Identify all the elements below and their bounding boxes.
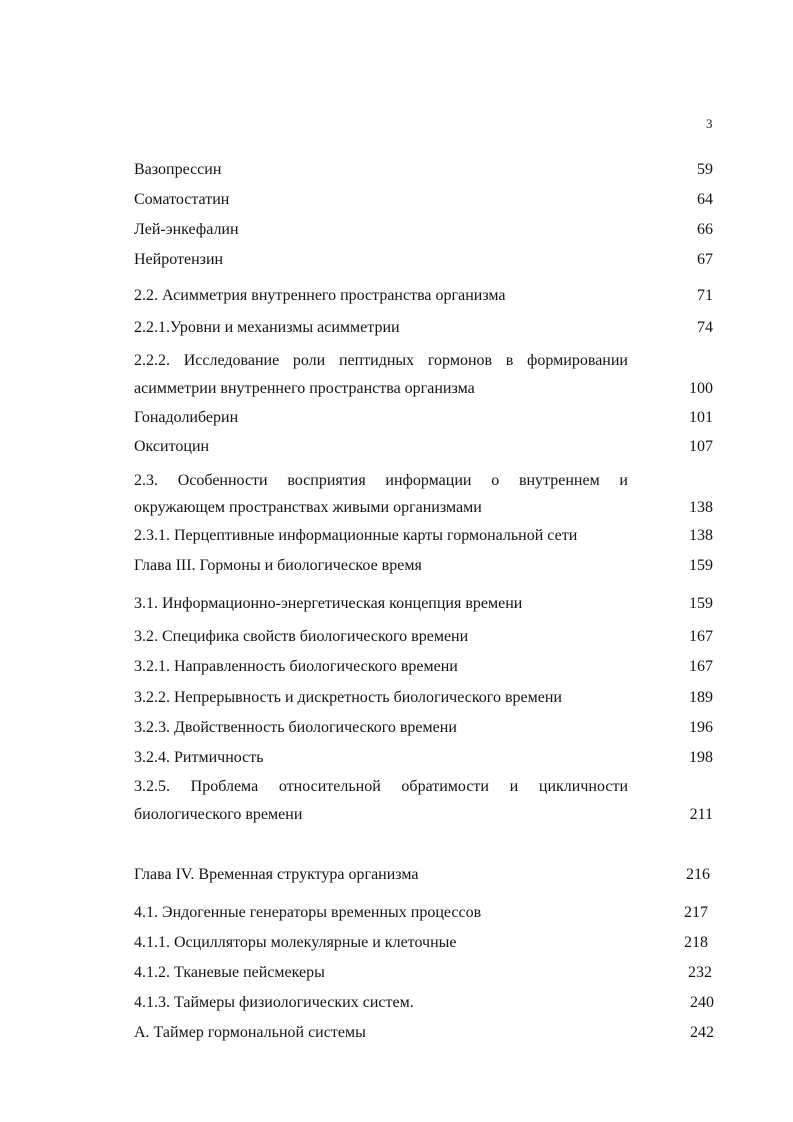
toc-entry-title-line2: асимметрии внутреннего пространства организма [134,380,475,397]
toc-entry-title: 2.2. Асимметрия внутреннего пространства организма [134,287,506,304]
toc-entry-page: 159 [689,595,713,612]
toc-entry [134,408,628,428]
toc-entry-title: Глава IV. Временная структура организма [134,866,419,883]
toc-entry-page: 232 [688,964,712,981]
toc-entry-page: 59 [697,161,713,178]
toc-entry-page: 138 [689,499,713,516]
toc-entry [134,318,628,338]
toc-entry [134,437,628,457]
toc-entry-title: Соматостатин [134,191,230,208]
toc-entry-page: 167 [689,658,713,675]
toc-entry-title: 4.1.3. Таймеры физиологических систем. [134,994,414,1011]
toc-entry-title: Вазопрессин [134,161,222,178]
toc-entry [134,160,628,180]
toc-entry [134,627,628,647]
toc-entry-page: 64 [697,191,713,208]
toc-entry [134,718,628,738]
toc-entry-title-line1: 3.2.5. Проблема относительной обратимости и цикличности [134,778,628,795]
toc-entry-title: 3.2.2. Непрерывность и дискретность биологического времени [134,689,562,706]
toc-entry [134,286,628,306]
toc-entry [134,526,628,546]
toc-entry-page: 217 [684,904,708,921]
toc-entry-page: 66 [697,221,713,238]
toc-entry-title: 3.1. Информационно-энергетическая концепция времени [134,595,523,612]
toc-entry-title: А. Таймер гормональной системы [134,1024,366,1041]
toc-entry-page: 67 [697,251,713,268]
toc-entry-title: 3.2.3. Двойственность биологического времени [134,719,457,736]
toc-entry-page: 74 [697,319,713,336]
toc-entry-title-line2: окружающем пространствах живыми организмами [134,499,482,516]
toc-entry-page: 101 [689,409,713,426]
toc-entry-page: 167 [689,628,713,645]
toc-entry-page: 216 [686,866,710,883]
toc-entry-title: 3.2. Специфика свойств биологического времени [134,628,469,645]
toc-entry [134,190,628,210]
toc-entry [134,498,628,518]
toc-entry-title: Нейротензин [134,251,224,268]
toc-entry-title: 3.2.4. Ритмичность [134,749,264,766]
toc-entry [134,1023,628,1043]
toc-entry [134,903,628,923]
toc-entry [134,250,628,270]
toc-entry [134,657,628,677]
toc-entry-title: Гонадолиберин [134,409,239,426]
toc-entry [134,220,628,240]
toc-entry-page: 100 [689,380,713,397]
toc-entry-page: 138 [689,527,713,544]
toc-entry-title-line1: 2.3. Особенности восприятия информации о внутреннем и [134,472,628,489]
toc-entry [134,963,628,983]
toc-entry [134,594,628,614]
toc-entry-page: 242 [690,1024,714,1041]
toc-entry [134,351,628,371]
toc-entry-title: Глава III. Гормоны и биологическое время [134,557,422,574]
toc-entry [134,471,628,491]
toc-entry-page: 189 [689,689,713,706]
toc-entry-title: Лей-энкефалин [134,221,239,238]
toc-entry-title-line2: биологического времени [134,806,303,823]
toc-entry-page: 71 [697,287,713,304]
toc-entry-title: 4.1.2. Тканевые пейсмекеры [134,964,325,981]
toc-entry [134,805,628,825]
toc-entry-page: 196 [689,719,713,736]
toc-entry [134,748,628,768]
page-number: 3 [706,116,713,131]
toc-entry [134,777,628,797]
toc-entry-title: Окситоцин [134,438,210,455]
toc-entry [134,556,628,576]
toc-entry-title: 4.1.1. Осцилляторы молекулярные и клеточные [134,934,457,951]
toc-entry-title: 4.1. Эндогенные генераторы временных процессов [134,904,482,921]
toc-entry-title-line1: 2.2.2. Исследование роли пептидных гормонов в формировании [134,352,628,369]
toc-entry-title: 2.3.1. Перцептивные информационные карты гормональной сети [134,527,578,544]
toc-entry [134,379,628,399]
toc-entry [134,933,628,953]
toc-entry-title: 2.2.1.Уровни и механизмы асимметрии [134,319,400,336]
toc-entry [134,865,628,885]
toc-entry [134,688,628,708]
toc-entry-page: 211 [689,806,713,823]
toc-entry [134,993,628,1013]
toc-entry-page: 159 [689,557,713,574]
toc-entry-page: 198 [689,749,713,766]
toc-entry-page: 240 [690,994,714,1011]
toc-entry-page: 218 [684,934,708,951]
toc-entry-page: 107 [689,438,713,455]
toc-entry-title: 3.2.1. Направленность биологического времени [134,658,458,675]
